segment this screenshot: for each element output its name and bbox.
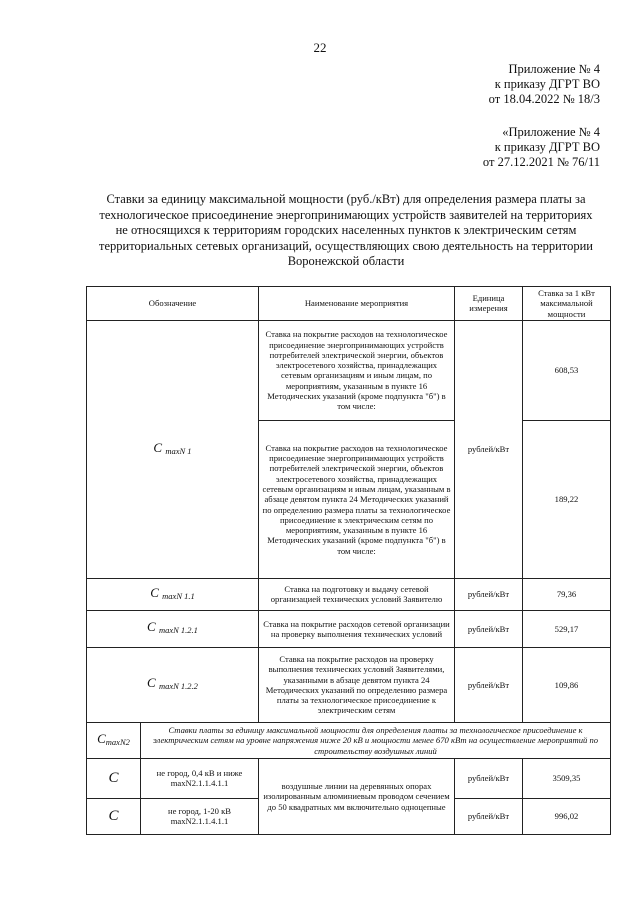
symbol-maxn11: C $_{maxN 1.1}$ [150,584,195,601]
unit-cell-maxn121: рублей/кВт [455,610,523,647]
annex-original [483,125,600,170]
symbol-cell-1-20kv [87,798,141,834]
annex-original-line-3: от 27.12.2021 № 76/11 [482,155,600,169]
name-cell-maxn122: Ставка на покрытие расходов на проверку выполнения технических условий Заявителями, указанными в абзаце девятом пункта 24 Методических указаний по определению размера платы за технологическое присоединение к электрическим сетям [259,647,455,722]
header-rate: Ставка за 1 кВт максимальной мощности [523,287,611,321]
name-cell-maxn11: Ставка на подготовку и выдачу сетевой организацией технических условий Заявителю [259,578,455,610]
value-cell-maxn11: 79,36 [523,578,611,610]
annex-current-line-1: Приложение № 4 [508,62,600,76]
page-number: 22 [313,40,327,55]
symbol-1-20kv: C [108,807,119,824]
value-cell-1-20kv: 996,02 [523,798,611,834]
table-header-row [87,287,611,321]
annex-original-line-2: к приказу ДГРТ ВО [494,140,600,154]
unit-cell-maxn122: рублей/кВт [455,647,523,722]
header-unit: Единица измерения [455,287,523,321]
lines-name-cell: воздушные линии на деревянных опорах изолированным алюминиевым проводом сечением до 50 квадратных мм включительно одноцепные [259,758,455,834]
table-row-maxn2 [87,722,611,758]
value-cell-04kv: 3509,35 [523,758,611,798]
table-row-maxn122 [87,647,611,722]
table-row-maxn11 [87,578,611,610]
value-cell-maxn121: 529,17 [523,610,611,647]
value-cell-maxn1-a: 608,53 [523,320,611,420]
unit-cell-maxn1: рублей/кВт [455,320,523,578]
unit-cell-1-20kv: рублей/кВт [455,798,523,834]
header-designation: Обозначение [87,287,259,321]
condition-cell-1-20kv [141,798,259,834]
table-row-overhead-04kv [87,758,611,798]
unit-cell-maxn11: рублей/кВт [455,578,523,610]
symbol-cell-04kv [87,758,141,798]
symbol-cell-maxn121 [87,610,259,647]
annex-current-line-3: от 18.04.2022 № 18/3 [488,92,600,106]
name-cell-maxn1-a: Ставка на покрытие расходов на технологическое присоединение энергопринимающих устройств потребителей электрической энергии, объектов электросетевого хозяйства, принадлежащих сетевым организациям и иным лицам, по мероприятиям, указанным в пункте 16 Методических указаний (кроме подпункта "б") в том числе: [259,320,455,420]
condition-cell-04kv [141,758,259,798]
symbol-cell-maxn122 [87,647,259,722]
note-cell-maxn2: Ставки платы за единицу максимальной мощности для определения платы за технологическое присоединение к электрическим сетям на уровне напряжения ниже 20 кВ и мощности менее 670 кВт на осуществление мероприятий по строительству воздушных линий [141,722,611,758]
annex-original-line-1: «Приложение № 4 [502,125,600,139]
symbol-cell-maxn11 [87,578,259,610]
value-cell-maxn122: 109,86 [523,647,611,722]
condition-04kv: не город, 0,4 кВ и ниже [156,768,243,779]
table-row-maxn1-a [87,320,611,420]
annex-current [489,62,600,107]
symbol-04kv: C [108,769,119,786]
symbol-maxn121: C $_{maxN 1.2.1}$ [147,619,198,636]
header-name: Наименование мероприятия [259,287,455,321]
rates-table [86,286,611,835]
document-title: Ставки за единицу максимальной мощности (руб./кВт) для определения размера платы за технологическое присоединение энергопринимающих устройств заявителей на территориях не относящихся к территориям городских населенных пунктов к электрическим сетям территориальных сетевых организаций, осуществляющих свою деятельность на территории Воронежской области [99,192,593,268]
symbol-cell-maxn2 [87,722,141,758]
annex-current-line-2: к приказу ДГРТ ВО [494,77,600,91]
table-row-maxn121 [87,610,611,647]
value-cell-maxn1-b: 189,22 [523,420,611,578]
name-cell-maxn1-b: Ставка на покрытие расходов на технологическое присоединение энергопринимающих устройств потребителей электрической энергии, объектов электросетевого хозяйства, принадлежащих сетевым организациям и иным лицам, указанным в абзаце девятом пункта 24 Методических указаний по определению размера платы за технологическое присоединение к электрическим сетям по мероприятиям, указанным в пункте 16 Методических указаний (кроме подпункта "б") в том числе: [259,420,455,578]
symbol-maxn1: C $_{maxN 1}$ [153,439,192,456]
code-1-20kv: maxN2.1.1.4.1.1 [170,816,229,827]
symbol-maxn2: $C_{maxN2}$ [97,730,130,747]
code-04kv: maxN2.1.1.4.1.1 [170,778,229,789]
symbol-cell-maxn1 [87,320,259,578]
condition-1-20kv: не город, 1-20 кВ [168,806,231,817]
name-cell-maxn121: Ставка на покрытие расходов сетевой организации на проверку выполнения технических условий [259,610,455,647]
unit-cell-04kv: рублей/кВт [455,758,523,798]
symbol-maxn122: C $_{maxN 1.2.2}$ [147,675,198,692]
